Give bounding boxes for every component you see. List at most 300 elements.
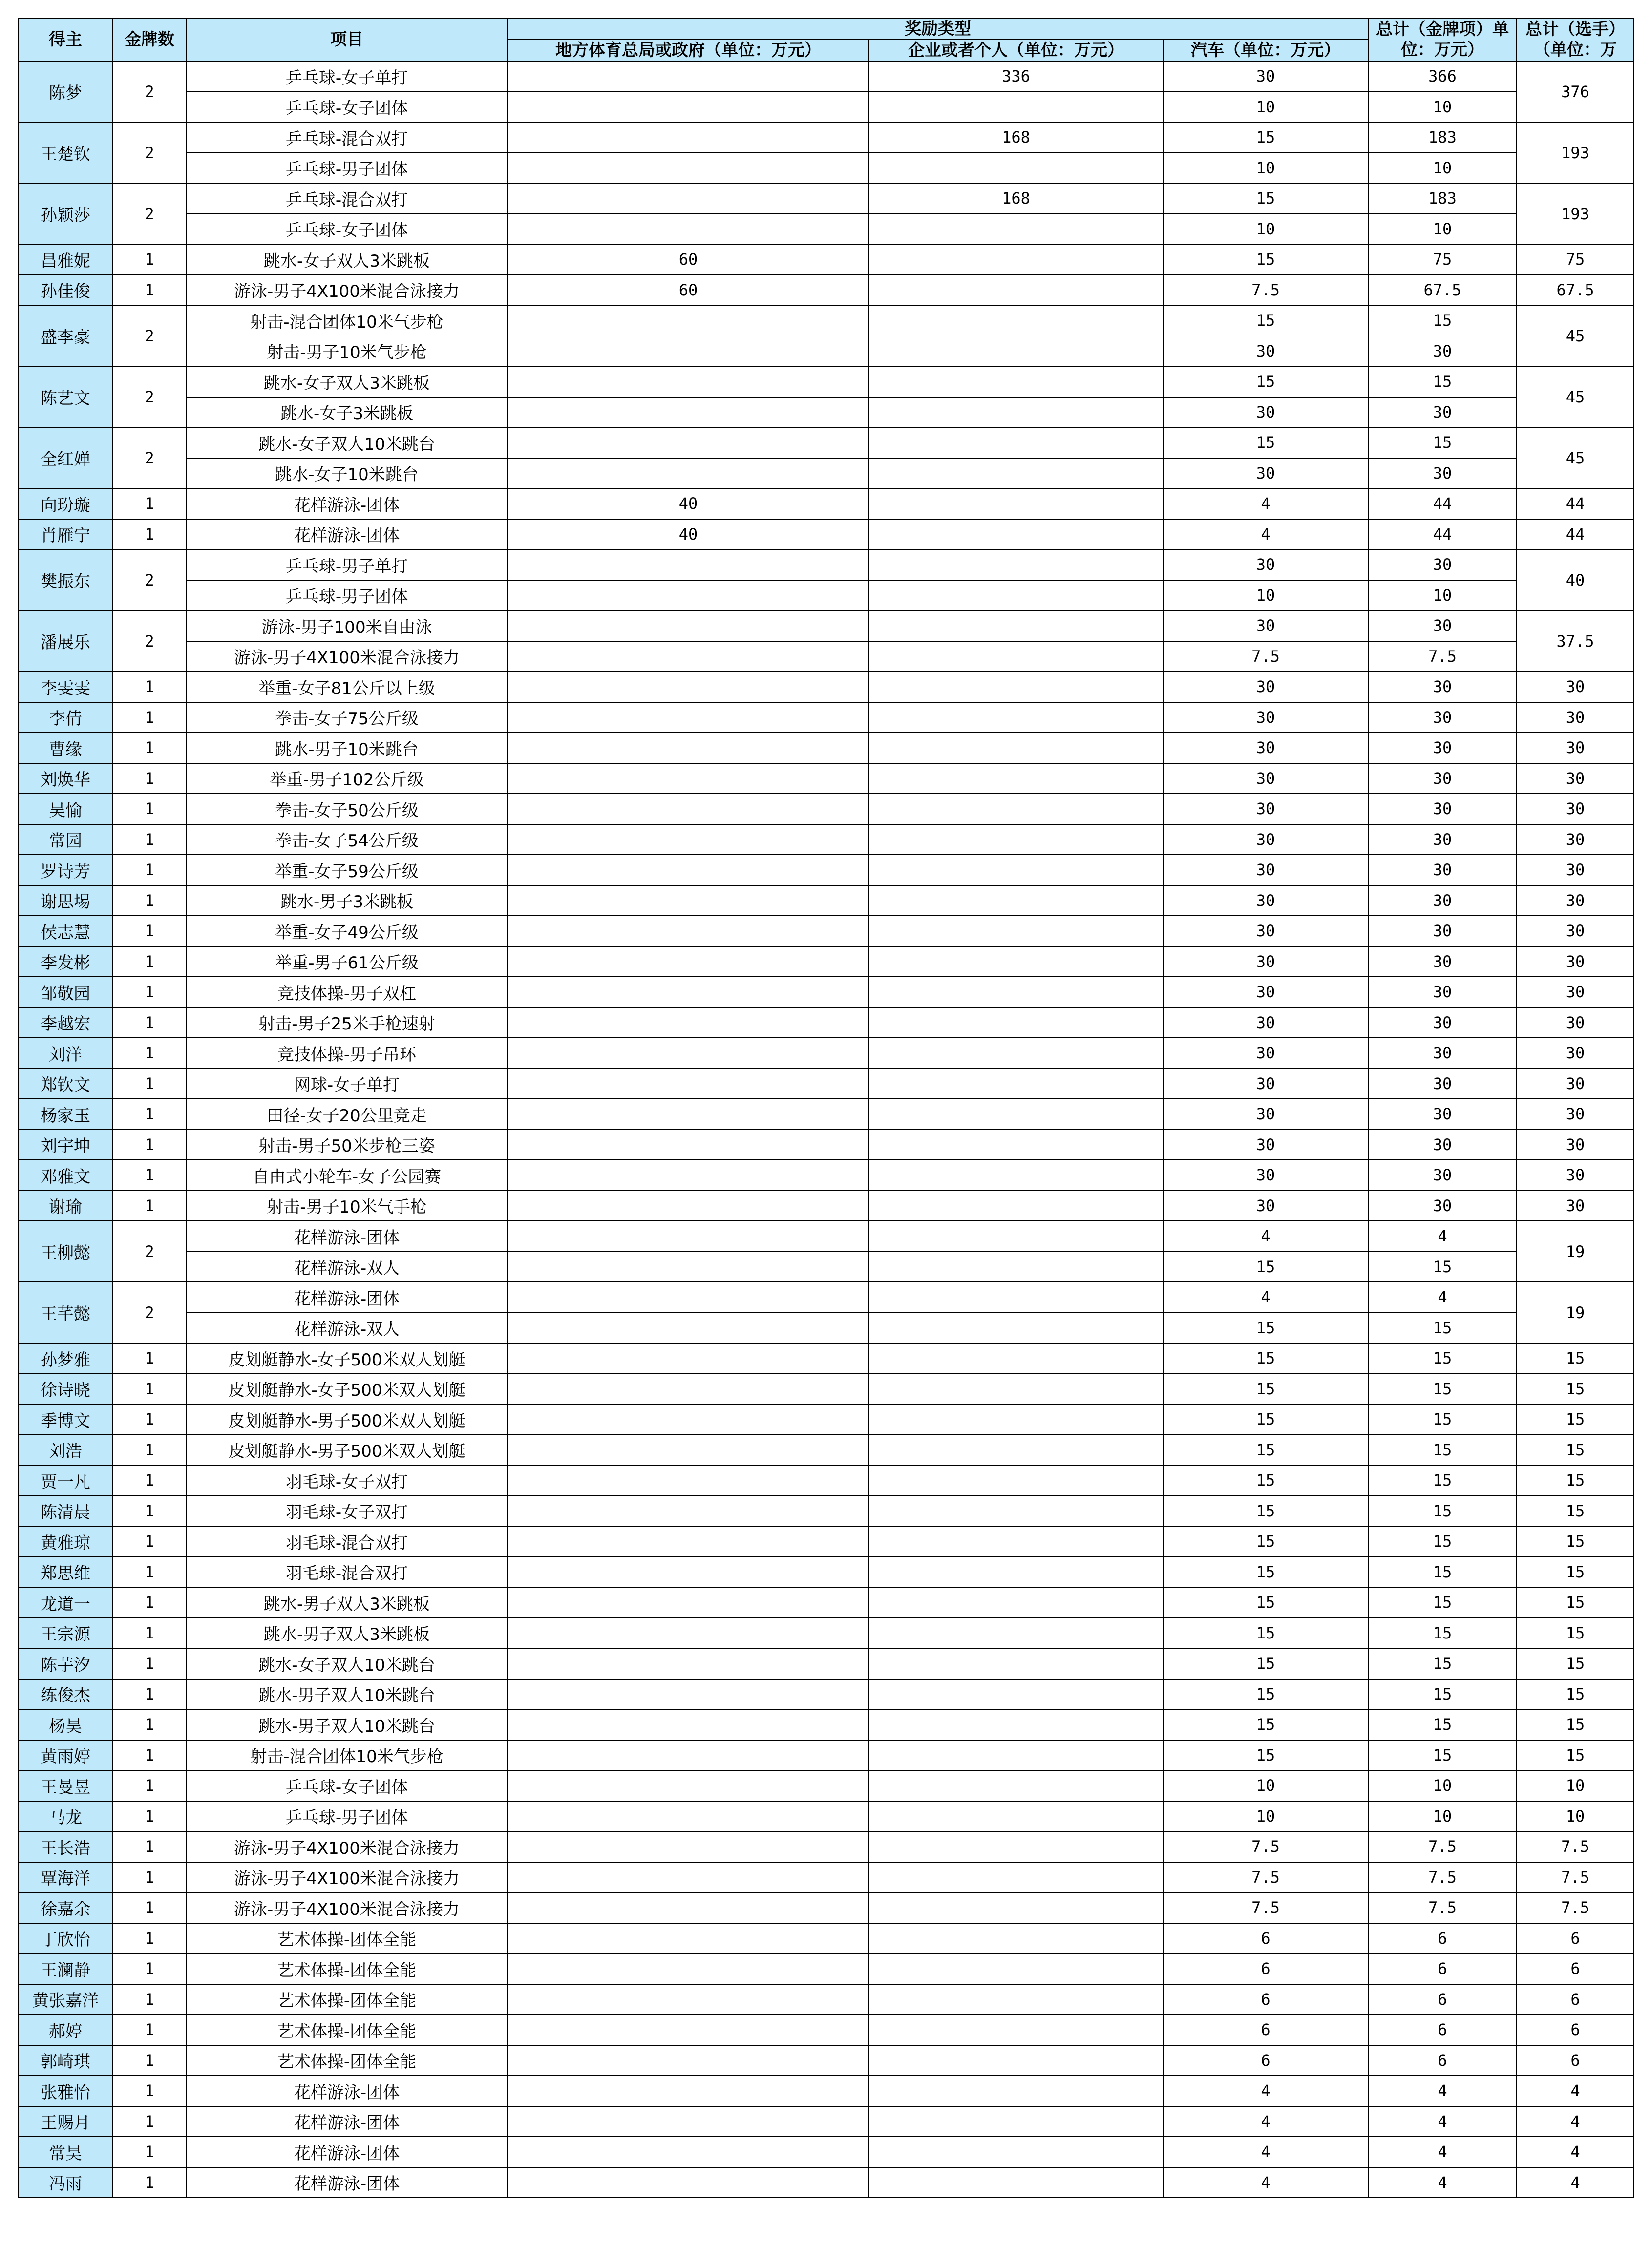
cell-total-event[interactable]: 15 bbox=[1368, 1709, 1517, 1740]
cell-gov[interactable] bbox=[508, 153, 869, 184]
cell-gov[interactable] bbox=[508, 1557, 869, 1588]
cell-winner[interactable]: 孙梦雅 bbox=[18, 1343, 113, 1374]
cell-winner[interactable]: 杨昊 bbox=[18, 1709, 113, 1740]
cell-medals[interactable]: 1 bbox=[113, 1038, 186, 1069]
cell-medals[interactable]: 1 bbox=[113, 1618, 186, 1649]
cell-gov[interactable] bbox=[508, 1313, 869, 1344]
cell-corp[interactable] bbox=[869, 824, 1163, 855]
cell-medals[interactable]: 1 bbox=[113, 1099, 186, 1130]
cell-total-athlete[interactable]: 6 bbox=[1517, 1953, 1634, 1984]
cell-total-event[interactable]: 15 bbox=[1368, 305, 1517, 336]
cell-total-event[interactable]: 7.5 bbox=[1368, 1862, 1517, 1893]
cell-medals[interactable]: 1 bbox=[113, 1130, 186, 1160]
cell-gov[interactable] bbox=[508, 61, 869, 92]
cell-total-event[interactable]: 30 bbox=[1368, 1008, 1517, 1038]
cell-total-event[interactable]: 30 bbox=[1368, 672, 1517, 702]
cell-total-event[interactable]: 15 bbox=[1368, 1679, 1517, 1710]
cell-event[interactable]: 射击-男子10米气手枪 bbox=[186, 1191, 508, 1221]
cell-total-event[interactable]: 15 bbox=[1368, 1557, 1517, 1588]
cell-medals[interactable]: 1 bbox=[113, 2076, 186, 2106]
cell-corp[interactable] bbox=[869, 1160, 1163, 1191]
cell-corp[interactable] bbox=[869, 1648, 1163, 1679]
cell-total-athlete[interactable]: 15 bbox=[1517, 1740, 1634, 1771]
cell-winner[interactable]: 常园 bbox=[18, 824, 113, 855]
cell-corp[interactable] bbox=[869, 1953, 1163, 1984]
cell-event[interactable]: 射击-男子50米步枪三姿 bbox=[186, 1130, 508, 1160]
cell-gov[interactable] bbox=[508, 1679, 869, 1710]
cell-winner[interactable]: 刘宇坤 bbox=[18, 1130, 113, 1160]
cell-corp[interactable] bbox=[869, 153, 1163, 184]
cell-total-event[interactable]: 15 bbox=[1368, 1526, 1517, 1557]
cell-total-event[interactable]: 30 bbox=[1368, 397, 1517, 428]
cell-car[interactable]: 6 bbox=[1163, 1984, 1368, 2015]
cell-corp[interactable] bbox=[869, 2076, 1163, 2106]
cell-total-athlete[interactable]: 40 bbox=[1517, 549, 1634, 610]
cell-corp[interactable] bbox=[869, 1069, 1163, 1099]
cell-winner[interactable]: 贾一凡 bbox=[18, 1465, 113, 1496]
cell-total-event[interactable]: 4 bbox=[1368, 1221, 1517, 1252]
cell-corp[interactable] bbox=[869, 275, 1163, 306]
cell-medals[interactable]: 2 bbox=[113, 61, 186, 122]
cell-total-athlete[interactable]: 15 bbox=[1517, 1679, 1634, 1710]
cell-total-athlete[interactable]: 75 bbox=[1517, 244, 1634, 275]
cell-corp[interactable] bbox=[869, 519, 1163, 550]
cell-winner[interactable]: 王宗源 bbox=[18, 1618, 113, 1649]
cell-total-event[interactable]: 15 bbox=[1368, 1648, 1517, 1679]
cell-total-event[interactable]: 30 bbox=[1368, 733, 1517, 763]
cell-car[interactable]: 10 bbox=[1163, 153, 1368, 184]
cell-total-event[interactable]: 10 bbox=[1368, 1770, 1517, 1801]
cell-total-athlete[interactable]: 30 bbox=[1517, 1038, 1634, 1069]
cell-gov[interactable] bbox=[508, 336, 869, 367]
cell-medals[interactable]: 2 bbox=[113, 366, 186, 427]
cell-total-event[interactable]: 30 bbox=[1368, 1130, 1517, 1160]
cell-corp[interactable] bbox=[869, 1404, 1163, 1435]
cell-total-event[interactable]: 30 bbox=[1368, 702, 1517, 733]
cell-corp[interactable] bbox=[869, 366, 1163, 397]
cell-winner[interactable]: 孙佳俊 bbox=[18, 275, 113, 306]
cell-gov[interactable] bbox=[508, 733, 869, 763]
cell-medals[interactable]: 1 bbox=[113, 488, 186, 519]
cell-corp[interactable] bbox=[869, 92, 1163, 123]
cell-car[interactable]: 6 bbox=[1163, 1953, 1368, 1984]
cell-gov[interactable] bbox=[508, 1740, 869, 1771]
cell-car[interactable]: 10 bbox=[1163, 1801, 1368, 1832]
cell-total-athlete[interactable]: 7.5 bbox=[1517, 1862, 1634, 1893]
cell-winner[interactable]: 杨家玉 bbox=[18, 1099, 113, 1130]
cell-corp[interactable] bbox=[869, 1435, 1163, 1466]
cell-total-athlete[interactable]: 6 bbox=[1517, 1984, 1634, 2015]
cell-event[interactable]: 游泳-男子4X100米混合泳接力 bbox=[186, 1831, 508, 1862]
cell-car[interactable]: 15 bbox=[1163, 1343, 1368, 1374]
cell-total-event[interactable]: 30 bbox=[1368, 977, 1517, 1008]
header-medals[interactable]: 金牌数 bbox=[113, 18, 186, 61]
cell-total-athlete[interactable]: 15 bbox=[1517, 1587, 1634, 1618]
cell-event[interactable]: 竞技体操-男子双杠 bbox=[186, 977, 508, 1008]
cell-car[interactable]: 7.5 bbox=[1163, 275, 1368, 306]
cell-gov[interactable] bbox=[508, 916, 869, 946]
cell-total-event[interactable]: 15 bbox=[1368, 1496, 1517, 1527]
cell-car[interactable]: 15 bbox=[1163, 1709, 1368, 1740]
cell-gov[interactable] bbox=[508, 763, 869, 794]
cell-medals[interactable]: 1 bbox=[113, 1770, 186, 1801]
cell-medals[interactable]: 2 bbox=[113, 305, 186, 366]
cell-car[interactable]: 30 bbox=[1163, 672, 1368, 702]
cell-gov[interactable] bbox=[508, 1191, 869, 1221]
cell-event[interactable]: 艺术体操-团体全能 bbox=[186, 2045, 508, 2076]
cell-winner[interactable]: 王曼昱 bbox=[18, 1770, 113, 1801]
cell-corp[interactable] bbox=[869, 1343, 1163, 1374]
cell-total-event[interactable]: 67.5 bbox=[1368, 275, 1517, 306]
cell-car[interactable]: 30 bbox=[1163, 794, 1368, 824]
cell-medals[interactable]: 1 bbox=[113, 1069, 186, 1099]
cell-car[interactable]: 30 bbox=[1163, 1130, 1368, 1160]
cell-car[interactable]: 6 bbox=[1163, 1923, 1368, 1954]
cell-total-event[interactable]: 44 bbox=[1368, 488, 1517, 519]
cell-event[interactable]: 跳水-女子双人3米跳板 bbox=[186, 366, 508, 397]
cell-medals[interactable]: 1 bbox=[113, 1496, 186, 1527]
cell-gov[interactable] bbox=[508, 458, 869, 489]
cell-corp[interactable] bbox=[869, 1221, 1163, 1252]
cell-event[interactable]: 皮划艇静水-男子500米双人划艇 bbox=[186, 1435, 508, 1466]
cell-medals[interactable]: 1 bbox=[113, 1526, 186, 1557]
cell-total-athlete[interactable]: 15 bbox=[1517, 1465, 1634, 1496]
cell-winner[interactable]: 马龙 bbox=[18, 1801, 113, 1832]
cell-winner[interactable]: 冯雨 bbox=[18, 2167, 113, 2198]
cell-car[interactable]: 30 bbox=[1163, 824, 1368, 855]
cell-winner[interactable]: 罗诗芳 bbox=[18, 855, 113, 885]
cell-total-event[interactable]: 15 bbox=[1368, 1587, 1517, 1618]
cell-event[interactable]: 跳水-女子双人10米跳台 bbox=[186, 427, 508, 458]
cell-corp[interactable] bbox=[869, 1496, 1163, 1527]
cell-gov[interactable] bbox=[508, 1221, 869, 1252]
cell-gov[interactable]: 60 bbox=[508, 275, 869, 306]
cell-event[interactable]: 花样游泳-双人 bbox=[186, 1252, 508, 1282]
cell-corp[interactable] bbox=[869, 672, 1163, 702]
cell-corp[interactable] bbox=[869, 244, 1163, 275]
cell-corp[interactable] bbox=[869, 488, 1163, 519]
cell-car[interactable]: 30 bbox=[1163, 1099, 1368, 1130]
cell-total-event[interactable]: 366 bbox=[1368, 61, 1517, 92]
cell-medals[interactable]: 1 bbox=[113, 1557, 186, 1588]
cell-medals[interactable]: 1 bbox=[113, 2015, 186, 2045]
cell-total-event[interactable]: 15 bbox=[1368, 1618, 1517, 1649]
cell-gov[interactable] bbox=[508, 702, 869, 733]
cell-medals[interactable]: 1 bbox=[113, 1465, 186, 1496]
cell-total-athlete[interactable]: 15 bbox=[1517, 1618, 1634, 1649]
cell-total-athlete[interactable]: 30 bbox=[1517, 702, 1634, 733]
cell-event[interactable]: 游泳-男子100米自由泳 bbox=[186, 610, 508, 641]
cell-medals[interactable]: 1 bbox=[113, 885, 186, 916]
cell-gov[interactable] bbox=[508, 1618, 869, 1649]
cell-medals[interactable]: 1 bbox=[113, 946, 186, 977]
cell-total-athlete[interactable]: 15 bbox=[1517, 1526, 1634, 1557]
cell-corp[interactable] bbox=[869, 641, 1163, 672]
cell-event[interactable]: 皮划艇静水-男子500米双人划艇 bbox=[186, 1404, 508, 1435]
cell-gov[interactable] bbox=[508, 2015, 869, 2045]
cell-medals[interactable]: 1 bbox=[113, 519, 186, 550]
cell-medals[interactable]: 1 bbox=[113, 702, 186, 733]
cell-car[interactable]: 15 bbox=[1163, 366, 1368, 397]
cell-winner[interactable]: 刘浩 bbox=[18, 1435, 113, 1466]
cell-gov[interactable] bbox=[508, 366, 869, 397]
cell-corp[interactable] bbox=[869, 1618, 1163, 1649]
cell-gov[interactable] bbox=[508, 610, 869, 641]
cell-winner[interactable]: 郑思维 bbox=[18, 1557, 113, 1588]
cell-gov[interactable] bbox=[508, 1801, 869, 1832]
cell-gov[interactable]: 40 bbox=[508, 488, 869, 519]
cell-total-event[interactable]: 30 bbox=[1368, 1099, 1517, 1130]
header-winner[interactable]: 得主 bbox=[18, 18, 113, 61]
cell-winner[interactable]: 潘展乐 bbox=[18, 610, 113, 672]
cell-winner[interactable]: 王柳懿 bbox=[18, 1221, 113, 1282]
cell-car[interactable]: 30 bbox=[1163, 977, 1368, 1008]
cell-total-athlete[interactable]: 30 bbox=[1517, 763, 1634, 794]
cell-event[interactable]: 乒乓球-女子团体 bbox=[186, 1770, 508, 1801]
cell-medals[interactable]: 1 bbox=[113, 1801, 186, 1832]
cell-corp[interactable] bbox=[869, 1252, 1163, 1282]
cell-event[interactable]: 游泳-男子4X100米混合泳接力 bbox=[186, 275, 508, 306]
cell-gov[interactable] bbox=[508, 1892, 869, 1923]
cell-event[interactable]: 花样游泳-团体 bbox=[186, 519, 508, 550]
cell-corp[interactable] bbox=[869, 549, 1163, 580]
cell-total-athlete[interactable]: 193 bbox=[1517, 122, 1634, 183]
cell-total-event[interactable]: 7.5 bbox=[1368, 641, 1517, 672]
cell-total-athlete[interactable]: 30 bbox=[1517, 916, 1634, 946]
header-gov[interactable]: 地方体育总局或政府（单位：万元） bbox=[508, 40, 869, 61]
cell-medals[interactable]: 1 bbox=[113, 733, 186, 763]
cell-car[interactable]: 30 bbox=[1163, 336, 1368, 367]
cell-event[interactable]: 羽毛球-女子双打 bbox=[186, 1465, 508, 1496]
cell-winner[interactable]: 王芊懿 bbox=[18, 1282, 113, 1343]
cell-total-athlete[interactable]: 376 bbox=[1517, 61, 1634, 122]
cell-car[interactable]: 7.5 bbox=[1163, 641, 1368, 672]
cell-event[interactable]: 花样游泳-团体 bbox=[186, 2076, 508, 2106]
cell-event[interactable]: 跳水-女子10米跳台 bbox=[186, 458, 508, 489]
cell-total-event[interactable]: 15 bbox=[1368, 427, 1517, 458]
cell-car[interactable]: 10 bbox=[1163, 580, 1368, 611]
cell-winner[interactable]: 徐嘉余 bbox=[18, 1892, 113, 1923]
cell-total-athlete[interactable]: 30 bbox=[1517, 1130, 1634, 1160]
cell-car[interactable]: 10 bbox=[1163, 1770, 1368, 1801]
cell-medals[interactable]: 1 bbox=[113, 1008, 186, 1038]
cell-winner[interactable]: 谢瑜 bbox=[18, 1191, 113, 1221]
cell-medals[interactable]: 1 bbox=[113, 1374, 186, 1405]
cell-winner[interactable]: 王赐月 bbox=[18, 2106, 113, 2137]
cell-event[interactable]: 艺术体操-团体全能 bbox=[186, 1923, 508, 1954]
cell-total-athlete[interactable]: 4 bbox=[1517, 2167, 1634, 2198]
cell-total-athlete[interactable]: 10 bbox=[1517, 1801, 1634, 1832]
cell-corp[interactable] bbox=[869, 763, 1163, 794]
cell-medals[interactable]: 1 bbox=[113, 855, 186, 885]
cell-winner[interactable]: 王澜静 bbox=[18, 1953, 113, 1984]
cell-medals[interactable]: 1 bbox=[113, 2167, 186, 2198]
cell-event[interactable]: 羽毛球-混合双打 bbox=[186, 1557, 508, 1588]
cell-car[interactable]: 15 bbox=[1163, 305, 1368, 336]
cell-gov[interactable] bbox=[508, 397, 869, 428]
cell-gov[interactable] bbox=[508, 2137, 869, 2167]
cell-gov[interactable] bbox=[508, 824, 869, 855]
cell-total-event[interactable]: 10 bbox=[1368, 580, 1517, 611]
cell-event[interactable]: 乒乓球-男子单打 bbox=[186, 549, 508, 580]
cell-winner[interactable]: 季博文 bbox=[18, 1404, 113, 1435]
cell-total-athlete[interactable]: 30 bbox=[1517, 672, 1634, 702]
cell-total-event[interactable]: 15 bbox=[1368, 1404, 1517, 1435]
cell-gov[interactable] bbox=[508, 1343, 869, 1374]
cell-car[interactable]: 15 bbox=[1163, 1648, 1368, 1679]
cell-car[interactable]: 15 bbox=[1163, 1526, 1368, 1557]
cell-total-athlete[interactable]: 19 bbox=[1517, 1221, 1634, 1282]
cell-gov[interactable] bbox=[508, 1923, 869, 1954]
cell-total-event[interactable]: 4 bbox=[1368, 2076, 1517, 2106]
cell-gov[interactable] bbox=[508, 1984, 869, 2015]
cell-winner[interactable]: 郭崎琪 bbox=[18, 2045, 113, 2076]
cell-medals[interactable]: 1 bbox=[113, 1587, 186, 1618]
cell-gov[interactable] bbox=[508, 2076, 869, 2106]
cell-corp[interactable]: 336 bbox=[869, 61, 1163, 92]
cell-winner[interactable]: 曹缘 bbox=[18, 733, 113, 763]
cell-event[interactable]: 花样游泳-团体 bbox=[186, 1221, 508, 1252]
cell-winner[interactable]: 陈芋汐 bbox=[18, 1648, 113, 1679]
cell-car[interactable]: 30 bbox=[1163, 1069, 1368, 1099]
cell-winner[interactable]: 肖雁宁 bbox=[18, 519, 113, 550]
cell-corp[interactable] bbox=[869, 1313, 1163, 1344]
cell-total-athlete[interactable]: 7.5 bbox=[1517, 1831, 1634, 1862]
cell-car[interactable]: 15 bbox=[1163, 183, 1368, 214]
cell-corp[interactable] bbox=[869, 1526, 1163, 1557]
cell-winner[interactable]: 陈艺文 bbox=[18, 366, 113, 427]
cell-total-athlete[interactable]: 193 bbox=[1517, 183, 1634, 244]
cell-gov[interactable] bbox=[508, 1526, 869, 1557]
cell-gov[interactable] bbox=[508, 549, 869, 580]
cell-total-athlete[interactable]: 44 bbox=[1517, 488, 1634, 519]
cell-car[interactable]: 4 bbox=[1163, 519, 1368, 550]
cell-corp[interactable] bbox=[869, 2167, 1163, 2198]
cell-corp[interactable] bbox=[869, 2045, 1163, 2076]
cell-total-event[interactable]: 30 bbox=[1368, 1191, 1517, 1221]
cell-total-event[interactable]: 30 bbox=[1368, 763, 1517, 794]
cell-gov[interactable] bbox=[508, 1587, 869, 1618]
cell-medals[interactable]: 1 bbox=[113, 824, 186, 855]
cell-corp[interactable] bbox=[869, 1130, 1163, 1160]
cell-event[interactable]: 田径-女子20公里竞走 bbox=[186, 1099, 508, 1130]
cell-total-event[interactable]: 15 bbox=[1368, 1435, 1517, 1466]
cell-car[interactable]: 4 bbox=[1163, 2137, 1368, 2167]
cell-medals[interactable]: 1 bbox=[113, 1343, 186, 1374]
cell-corp[interactable] bbox=[869, 1587, 1163, 1618]
cell-corp[interactable] bbox=[869, 336, 1163, 367]
cell-total-athlete[interactable]: 4 bbox=[1517, 2106, 1634, 2137]
cell-event[interactable]: 网球-女子单打 bbox=[186, 1069, 508, 1099]
cell-corp[interactable] bbox=[869, 855, 1163, 885]
cell-corp[interactable] bbox=[869, 427, 1163, 458]
cell-total-athlete[interactable]: 19 bbox=[1517, 1282, 1634, 1343]
cell-corp[interactable] bbox=[869, 1282, 1163, 1313]
cell-total-athlete[interactable]: 30 bbox=[1517, 946, 1634, 977]
cell-car[interactable]: 30 bbox=[1163, 610, 1368, 641]
cell-winner[interactable]: 王长浩 bbox=[18, 1831, 113, 1862]
cell-winner[interactable]: 练俊杰 bbox=[18, 1679, 113, 1710]
cell-car[interactable]: 30 bbox=[1163, 1191, 1368, 1221]
cell-total-event[interactable]: 10 bbox=[1368, 153, 1517, 184]
cell-corp[interactable] bbox=[869, 916, 1163, 946]
cell-medals[interactable]: 1 bbox=[113, 977, 186, 1008]
cell-car[interactable]: 30 bbox=[1163, 549, 1368, 580]
cell-event[interactable]: 乒乓球-女子单打 bbox=[186, 61, 508, 92]
cell-car[interactable]: 4 bbox=[1163, 2076, 1368, 2106]
cell-gov[interactable] bbox=[508, 855, 869, 885]
cell-event[interactable]: 拳击-女子50公斤级 bbox=[186, 794, 508, 824]
cell-corp[interactable] bbox=[869, 1740, 1163, 1771]
cell-event[interactable]: 羽毛球-混合双打 bbox=[186, 1526, 508, 1557]
cell-car[interactable]: 30 bbox=[1163, 885, 1368, 916]
cell-total-athlete[interactable]: 30 bbox=[1517, 977, 1634, 1008]
cell-car[interactable]: 4 bbox=[1163, 2167, 1368, 2198]
cell-total-athlete[interactable]: 30 bbox=[1517, 1008, 1634, 1038]
cell-total-athlete[interactable]: 15 bbox=[1517, 1343, 1634, 1374]
cell-total-event[interactable]: 10 bbox=[1368, 1801, 1517, 1832]
cell-corp[interactable] bbox=[869, 1374, 1163, 1405]
cell-medals[interactable]: 1 bbox=[113, 275, 186, 306]
cell-total-athlete[interactable]: 4 bbox=[1517, 2076, 1634, 2106]
cell-winner[interactable]: 郝婷 bbox=[18, 2015, 113, 2045]
cell-event[interactable]: 艺术体操-团体全能 bbox=[186, 1984, 508, 2015]
cell-gov[interactable] bbox=[508, 1160, 869, 1191]
cell-winner[interactable]: 黄雅琼 bbox=[18, 1526, 113, 1557]
cell-car[interactable]: 15 bbox=[1163, 1557, 1368, 1588]
cell-gov[interactable] bbox=[508, 1953, 869, 1984]
cell-winner[interactable]: 全红婵 bbox=[18, 427, 113, 488]
cell-winner[interactable]: 陈清晨 bbox=[18, 1496, 113, 1527]
cell-gov[interactable] bbox=[508, 946, 869, 977]
cell-gov[interactable]: 40 bbox=[508, 519, 869, 550]
cell-medals[interactable]: 1 bbox=[113, 1862, 186, 1893]
cell-event[interactable]: 游泳-男子4X100米混合泳接力 bbox=[186, 1892, 508, 1923]
cell-gov[interactable] bbox=[508, 1130, 869, 1160]
cell-medals[interactable]: 2 bbox=[113, 610, 186, 672]
cell-total-athlete[interactable]: 30 bbox=[1517, 1191, 1634, 1221]
cell-winner[interactable]: 邹敬园 bbox=[18, 977, 113, 1008]
cell-total-event[interactable]: 30 bbox=[1368, 458, 1517, 489]
cell-medals[interactable]: 1 bbox=[113, 2106, 186, 2137]
header-corp[interactable]: 企业或者个人（单位：万元） bbox=[869, 40, 1163, 61]
cell-medals[interactable]: 1 bbox=[113, 763, 186, 794]
cell-total-event[interactable]: 30 bbox=[1368, 824, 1517, 855]
cell-event[interactable]: 乒乓球-男子团体 bbox=[186, 580, 508, 611]
cell-total-athlete[interactable]: 45 bbox=[1517, 305, 1634, 366]
cell-car[interactable]: 30 bbox=[1163, 946, 1368, 977]
cell-corp[interactable] bbox=[869, 733, 1163, 763]
cell-medals[interactable]: 1 bbox=[113, 1892, 186, 1923]
cell-total-athlete[interactable]: 4 bbox=[1517, 2137, 1634, 2167]
cell-total-event[interactable]: 6 bbox=[1368, 2015, 1517, 2045]
cell-car[interactable]: 6 bbox=[1163, 2045, 1368, 2076]
cell-event[interactable]: 花样游泳-团体 bbox=[186, 2137, 508, 2167]
cell-gov[interactable] bbox=[508, 885, 869, 916]
cell-winner[interactable]: 侯志慧 bbox=[18, 916, 113, 946]
cell-event[interactable]: 跳水-女子双人3米跳板 bbox=[186, 244, 508, 275]
cell-event[interactable]: 乒乓球-混合双打 bbox=[186, 183, 508, 214]
cell-corp[interactable] bbox=[869, 977, 1163, 1008]
cell-total-event[interactable]: 4 bbox=[1368, 2167, 1517, 2198]
cell-event[interactable]: 游泳-男子4X100米混合泳接力 bbox=[186, 1862, 508, 1893]
cell-event[interactable]: 跳水-女子双人10米跳台 bbox=[186, 1648, 508, 1679]
cell-gov[interactable] bbox=[508, 122, 869, 153]
cell-corp[interactable] bbox=[869, 1679, 1163, 1710]
header-reward-type[interactable]: 奖励类型 bbox=[508, 18, 1368, 40]
cell-event[interactable]: 跳水-男子双人10米跳台 bbox=[186, 1679, 508, 1710]
cell-car[interactable]: 15 bbox=[1163, 1496, 1368, 1527]
